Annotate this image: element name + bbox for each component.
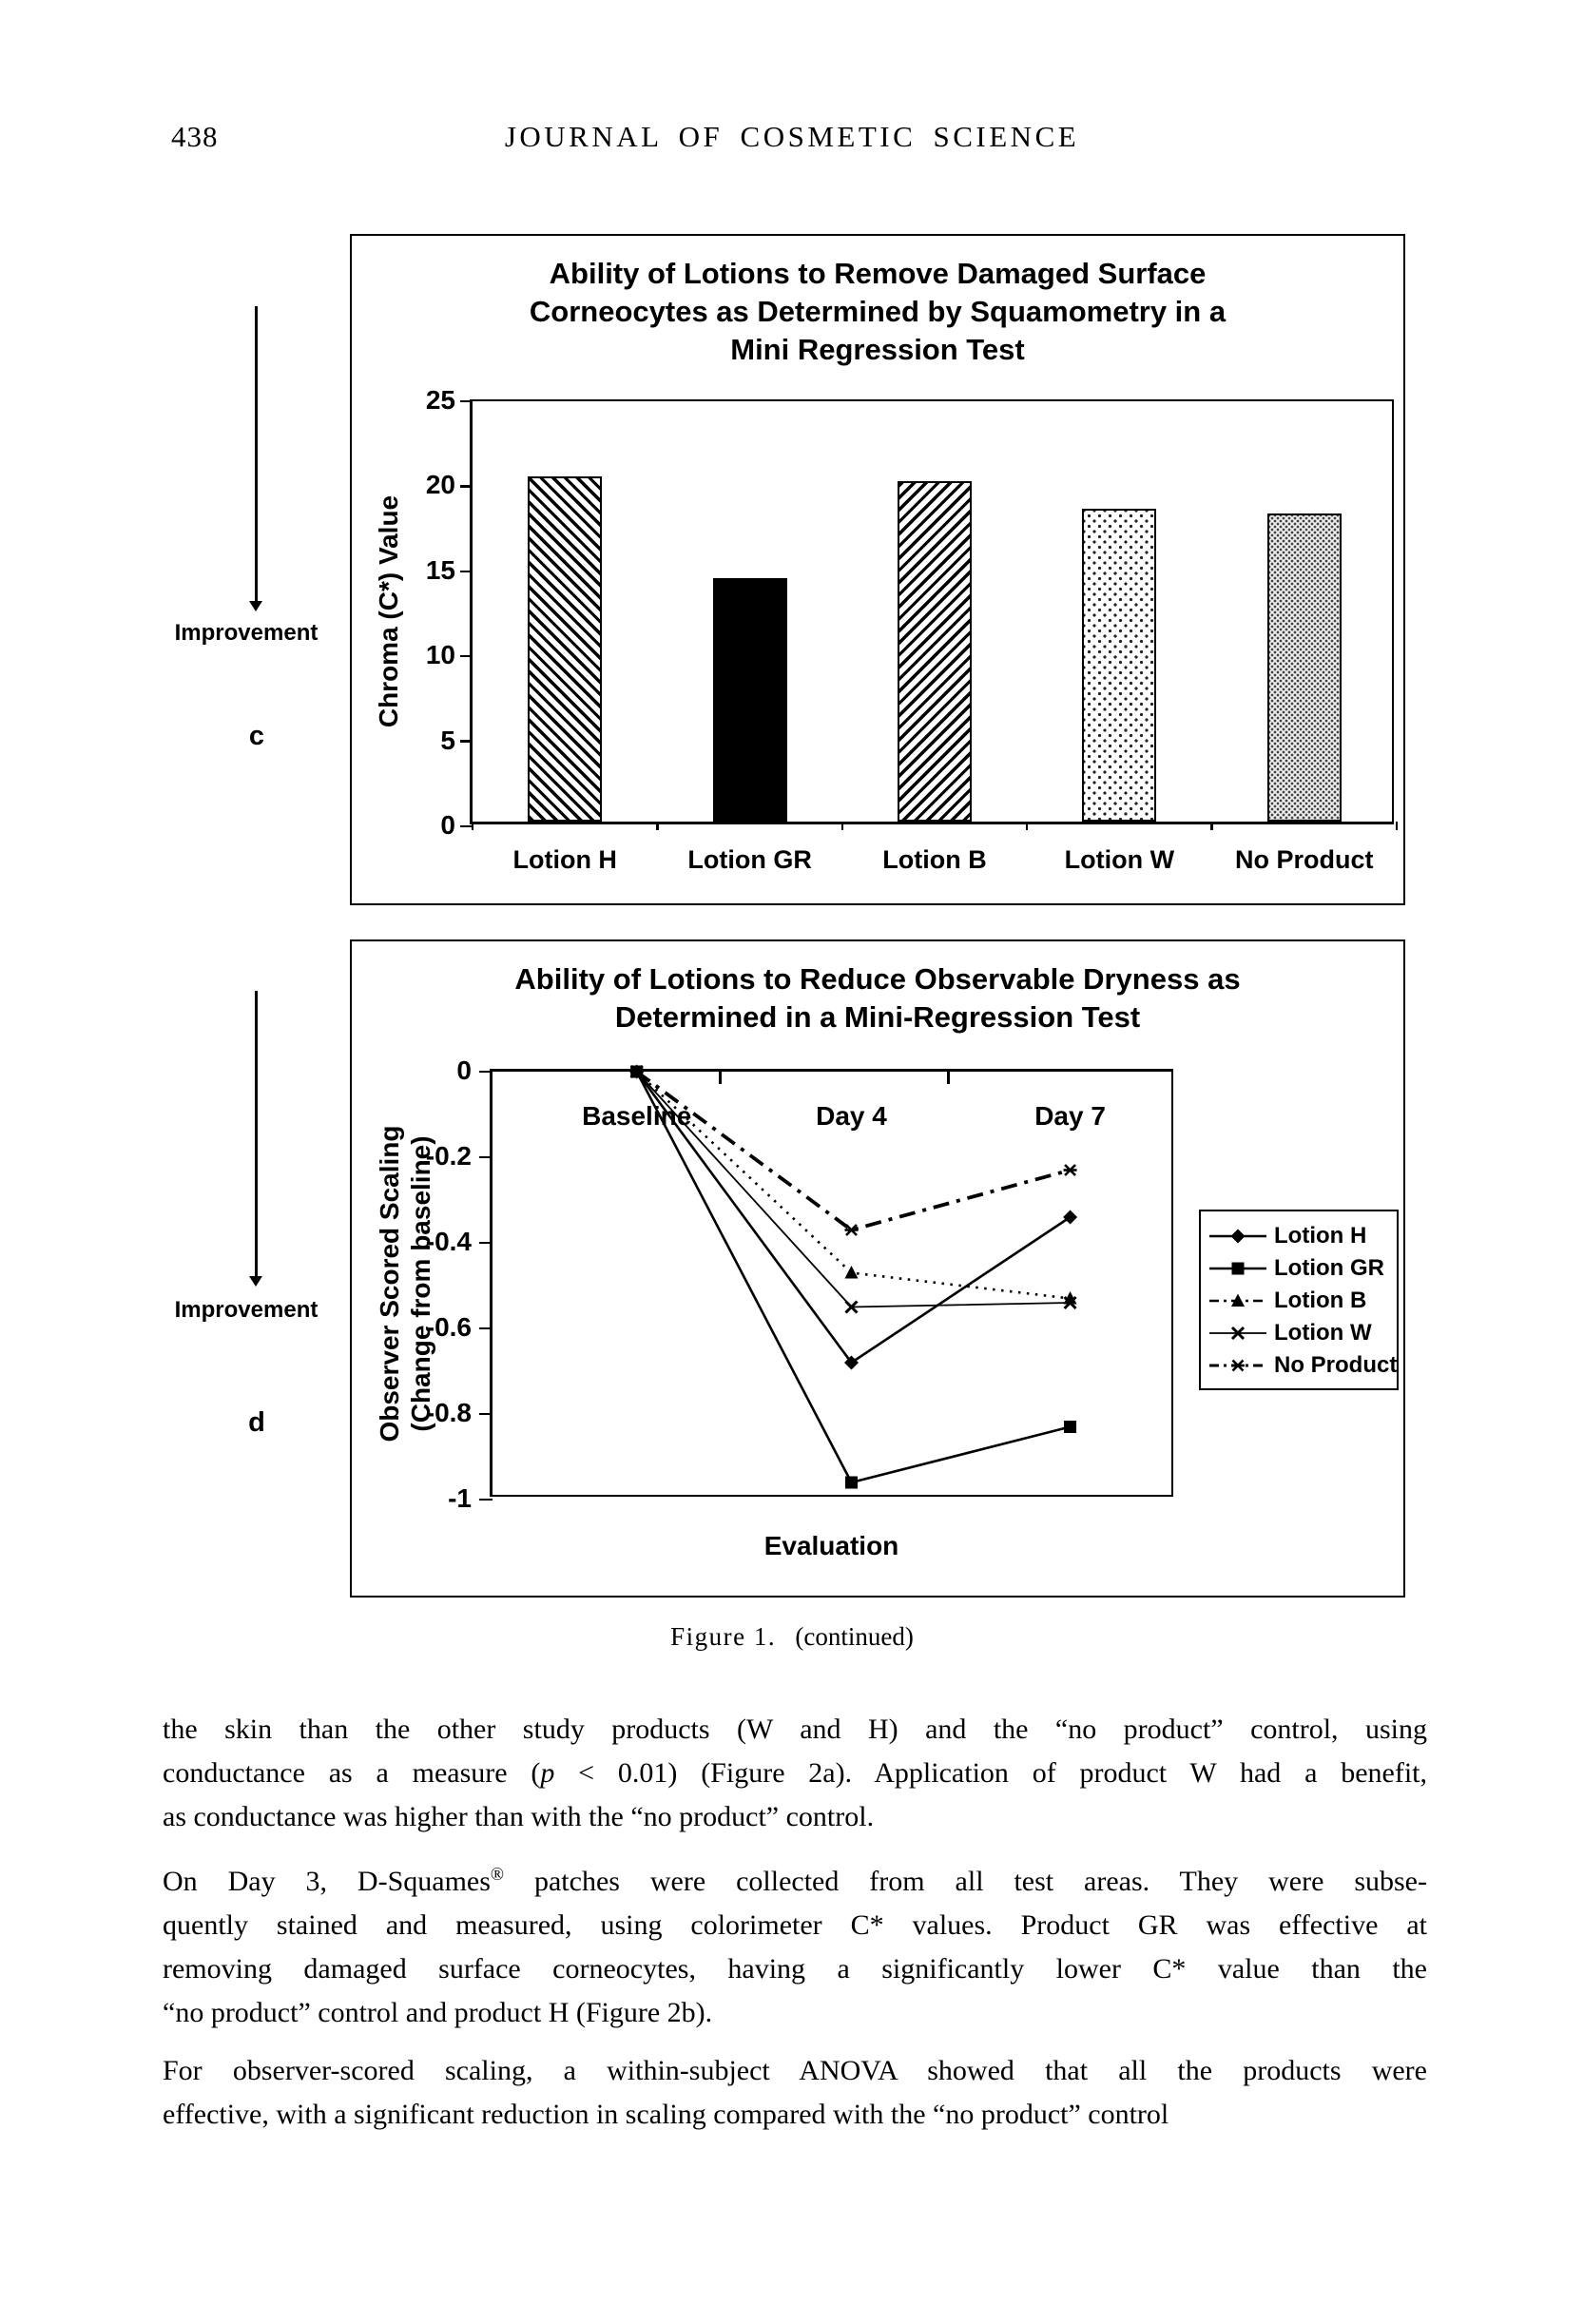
category-label-baseline: Baseline — [582, 1101, 692, 1131]
bar-label-lotion-h: Lotion H — [512, 845, 617, 874]
improvement-label-c: Improvement — [174, 620, 319, 646]
series-marker-lotion-b — [844, 1266, 858, 1279]
body-paragraph — [163, 2049, 1427, 2137]
legend-label-lotion-w: Lotion W — [1274, 1320, 1372, 1346]
x-tick-mark — [656, 822, 659, 830]
y-tick-label: 0 — [456, 1055, 472, 1085]
legend-line-sample-icon — [1208, 1322, 1267, 1345]
legend-row-lotion-h — [1208, 1220, 1393, 1252]
y-tick-mark — [460, 400, 473, 403]
y-tick-mark — [479, 1071, 493, 1074]
bar-chart-panel-c — [350, 234, 1405, 905]
legend-label-lotion-gr: Lotion GR — [1274, 1255, 1384, 1281]
body-text-line: On Day 3, D-Squames® patches were collected from all test areas. They were subse- — [163, 1865, 1427, 1897]
improvement-arrow-down-icon — [249, 991, 262, 1297]
chart-d-legend — [1199, 1210, 1399, 1390]
bar-label-no-product: No Product — [1235, 845, 1374, 874]
chart-c-title-line-1: Ability of Lotions to Remove Damaged Surface — [549, 257, 1207, 290]
body-text-line: conductance as a measure (p < 0.01) (Figure 2a). Application of product W had a benefit, — [163, 1757, 1428, 1789]
page-number: 438 — [171, 120, 219, 153]
legend-label-lotion-h: Lotion H — [1274, 1223, 1367, 1249]
legend-line-sample-icon — [1208, 1289, 1267, 1312]
y-tick-mark — [460, 655, 473, 658]
figure-caption — [0, 1622, 1584, 1652]
improvement-label-d: Improvement — [174, 1297, 319, 1323]
x-tick-mark — [1210, 822, 1213, 830]
y-tick-label: -0.2 — [425, 1141, 472, 1171]
chart-d-x-axis-title: Evaluation — [763, 1531, 899, 1560]
legend-marker — [1231, 1230, 1246, 1244]
y-tick-label: -0.6 — [425, 1312, 472, 1342]
legend-label-lotion-b: Lotion B — [1274, 1288, 1367, 1313]
chart-c-y-axis-title: Chroma (C*) Value — [374, 494, 403, 728]
y-tick-mark — [479, 1499, 493, 1501]
journal-title: JOURNAL OF COSMETIC SCIENCE — [504, 120, 1080, 153]
y-tick-label: -0.4 — [425, 1227, 472, 1256]
series-line-lotion-h — [637, 1072, 1071, 1363]
body-text-line: as conductance was higher than with the “no product” control. — [163, 1801, 875, 1832]
chart-c-title — [352, 255, 1403, 369]
category-label-day-4: Day 4 — [816, 1101, 887, 1131]
series-line-no-product — [637, 1072, 1071, 1230]
line-chart-plot-area — [375, 1055, 1173, 1513]
bar-lotion-w — [1082, 509, 1156, 822]
body-text-line: removing damaged surface corneocytes, having a significantly lower C* value than the — [163, 1953, 1427, 1985]
bar-no-product — [1267, 513, 1342, 822]
body-text-line: quently stained and measured, using colorimeter C* values. Product GR was effective at — [163, 1909, 1427, 1941]
y-tick-label: 10 — [425, 640, 455, 670]
legend-line-sample-icon — [1208, 1225, 1267, 1248]
body-text-line: the skin than the other study products (W and H) and the “no product” control, using — [163, 1714, 1427, 1745]
figure-caption-continued: (continued) — [795, 1622, 914, 1651]
legend-label-no-product: No Product — [1274, 1352, 1398, 1378]
improvement-arrow-down-icon — [249, 306, 262, 620]
y-tick-mark — [479, 1242, 493, 1245]
arrow-head — [249, 1276, 262, 1287]
line-series-svg — [493, 1072, 1176, 1500]
body-paragraph — [163, 1708, 1427, 1839]
legend-line-sample-icon — [1208, 1257, 1267, 1280]
bar-label-lotion-gr: Lotion GR — [687, 845, 812, 874]
y-tick-label: 5 — [440, 725, 455, 755]
y-tick-label: 20 — [425, 470, 455, 500]
chart-d-title-line-2: Determined in a Mini-Regression Test — [614, 1000, 1141, 1034]
panel-letter-d: d — [248, 1407, 265, 1438]
x-tick-mark — [1396, 822, 1399, 830]
legend-row-lotion-gr — [1208, 1252, 1393, 1285]
body-text-line: effective, with a significant reduction in scaling compared with the “no product” control — [163, 2099, 1169, 2130]
body-paragraph — [163, 1853, 1427, 2035]
arrow-shaft — [255, 991, 258, 1278]
chart-d-title — [352, 960, 1403, 1036]
body-text-line: “no product” control and product H (Figure 2b). — [163, 1997, 713, 2028]
legend-row-lotion-b — [1208, 1285, 1393, 1317]
bar-lotion-gr — [713, 578, 787, 822]
bar-label-lotion-b: Lotion B — [882, 845, 987, 874]
y-tick-label: 0 — [440, 810, 455, 840]
series-marker-lotion-h — [1063, 1210, 1077, 1225]
chart-c-title-line-3: Mini Regression Test — [730, 333, 1025, 366]
y-tick-mark — [479, 1156, 493, 1159]
x-tick-mark — [841, 822, 844, 830]
y-tick-label: -0.8 — [425, 1398, 472, 1427]
bar-label-lotion-w: Lotion W — [1064, 845, 1175, 874]
y-tick-mark — [460, 571, 473, 573]
body-text — [163, 1708, 1427, 2137]
chart-d-title-line-1: Ability of Lotions to Reduce Observable Dryness as — [514, 962, 1241, 996]
series-marker-lotion-gr — [1064, 1421, 1076, 1433]
chart-c-title-line-2: Corneocytes as Determined by Squamometry in a — [529, 295, 1227, 328]
legend-line-sample-icon — [1208, 1354, 1267, 1377]
bar-lotion-h — [528, 476, 602, 822]
panel-letter-c: c — [248, 721, 265, 751]
x-tick-mark — [472, 822, 474, 830]
y-tick-mark — [479, 1413, 493, 1416]
series-marker-lotion-gr — [845, 1477, 858, 1489]
x-tick-mark — [1026, 822, 1029, 830]
y-tick-label: 15 — [425, 554, 455, 585]
legend-row-no-product — [1208, 1349, 1398, 1382]
y-tick-mark — [479, 1327, 493, 1330]
legend-row-lotion-w — [1208, 1317, 1393, 1349]
y-tick-mark — [460, 485, 473, 488]
category-label-day-7: Day 7 — [1034, 1101, 1106, 1131]
arrow-shaft — [255, 306, 258, 603]
figure-caption-label: Figure 1. — [670, 1622, 777, 1651]
arrow-head — [249, 601, 262, 611]
y-tick-label: 25 — [425, 385, 455, 415]
series-line-lotion-b — [637, 1072, 1071, 1299]
legend-marker — [1232, 1263, 1245, 1275]
y-tick-label: -1 — [448, 1483, 472, 1513]
y-tick-mark — [460, 740, 473, 743]
body-text-line: For observer-scored scaling, a within-subject ANOVA showed that all the products were — [163, 2055, 1427, 2086]
chart-d-y-axis-title: Observer Scored Scaling (Change from baseline) — [375, 1124, 435, 1443]
bar-lotion-b — [898, 481, 972, 822]
bar-chart-plot-area — [374, 385, 1394, 874]
line-chart-panel-d — [350, 939, 1405, 1598]
